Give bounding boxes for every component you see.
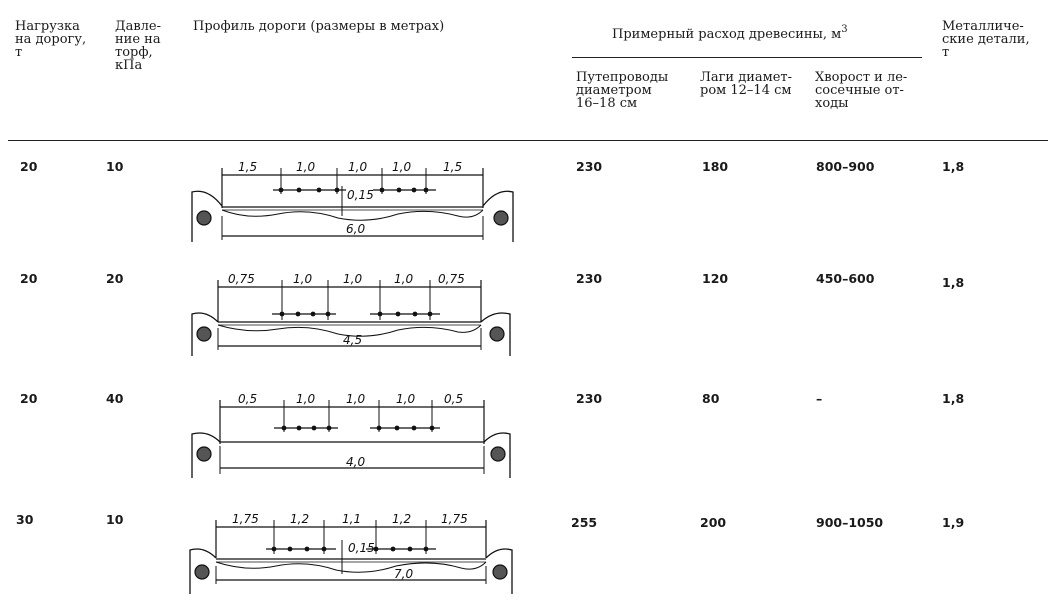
header-logs: Лаги диамет- ром 12–14 см — [700, 70, 793, 98]
header-metal: Металличе- ские детали, т — [942, 19, 1030, 60]
dim-4: 1,2 — [392, 512, 412, 526]
header-brush: Хворост и ле- сосечные от- ходы — [815, 70, 908, 111]
total-width: 4,5 — [343, 333, 363, 347]
dim-3: 1,0 — [343, 272, 363, 286]
dim-3: 1,0 — [346, 392, 366, 406]
cell-pressure: 40 — [106, 391, 124, 406]
cell-load: 20 — [20, 159, 38, 174]
header-wood-consumption — [612, 23, 848, 41]
cell-logs: 80 — [702, 391, 720, 406]
cell-metal: 1,8 — [942, 391, 965, 406]
wood-header-rule — [572, 57, 922, 58]
road-profile-1 — [188, 150, 518, 250]
cell-metal: 1,8 — [942, 275, 965, 290]
dim-2: 1,0 — [296, 160, 316, 174]
cell-pressure: 20 — [106, 271, 124, 286]
cell-load: 20 — [20, 271, 38, 286]
header-wood-title: Примерный расход древесины, м — [612, 27, 842, 42]
cell-bridges: 230 — [576, 159, 603, 174]
dim-5: 1,75 — [441, 512, 468, 526]
road-profile-2 — [188, 262, 518, 362]
cell-bridges: 255 — [571, 515, 598, 530]
header-load: Нагрузка на дорогу, т — [15, 19, 87, 60]
road-profile-4 — [186, 502, 516, 598]
cell-metal: 1,8 — [942, 159, 965, 174]
dim-2: 1,2 — [290, 512, 310, 526]
cell-brush: 450–600 — [816, 271, 875, 286]
gap-label: 0,15 — [347, 188, 374, 202]
cell-pressure: 10 — [106, 159, 124, 174]
dim-3: 1,1 — [342, 512, 362, 526]
dim-1: 0,5 — [238, 392, 258, 406]
header-profile: Профиль дороги (размеры в метрах) — [193, 19, 445, 34]
dim-5: 0,5 — [444, 392, 464, 406]
header-bridges: Путепроводы диаметром 16–18 см — [576, 70, 669, 111]
dim-1: 1,75 — [232, 512, 259, 526]
cell-logs: 200 — [700, 515, 727, 530]
dim-4: 1,0 — [394, 272, 414, 286]
dim-1: 0,75 — [228, 272, 255, 286]
road-profile-3 — [188, 382, 518, 482]
cell-brush: 900–1050 — [816, 515, 884, 530]
total-width: 4,0 — [346, 455, 366, 469]
cell-bridges: 230 — [576, 391, 603, 406]
cell-pressure: 10 — [106, 512, 124, 527]
gap-label: 0,15 — [348, 541, 375, 555]
cell-brush: – — [816, 391, 823, 406]
dim-5: 0,75 — [438, 272, 465, 286]
cell-logs: 120 — [702, 271, 729, 286]
dim-4: 1,0 — [392, 160, 412, 174]
dim-2: 1,0 — [296, 392, 316, 406]
cell-load: 20 — [20, 391, 38, 406]
total-width: 6,0 — [346, 222, 366, 236]
cell-logs: 180 — [702, 159, 729, 174]
cell-metal: 1,9 — [942, 515, 965, 530]
dim-1: 1,5 — [238, 160, 258, 174]
header-wood-unit-exponent: 3 — [841, 24, 848, 35]
dim-4: 1,0 — [396, 392, 416, 406]
dim-5: 1,5 — [443, 160, 463, 174]
dim-3: 1,0 — [348, 160, 368, 174]
total-width: 7,0 — [394, 567, 414, 581]
cell-brush: 800–900 — [816, 159, 875, 174]
header-bottom-rule — [8, 140, 1048, 141]
header-pressure: Давле- ние на торф, кПа — [115, 19, 161, 73]
dim-2: 1,0 — [293, 272, 313, 286]
cell-bridges: 230 — [576, 271, 603, 286]
cell-load: 30 — [16, 512, 34, 527]
